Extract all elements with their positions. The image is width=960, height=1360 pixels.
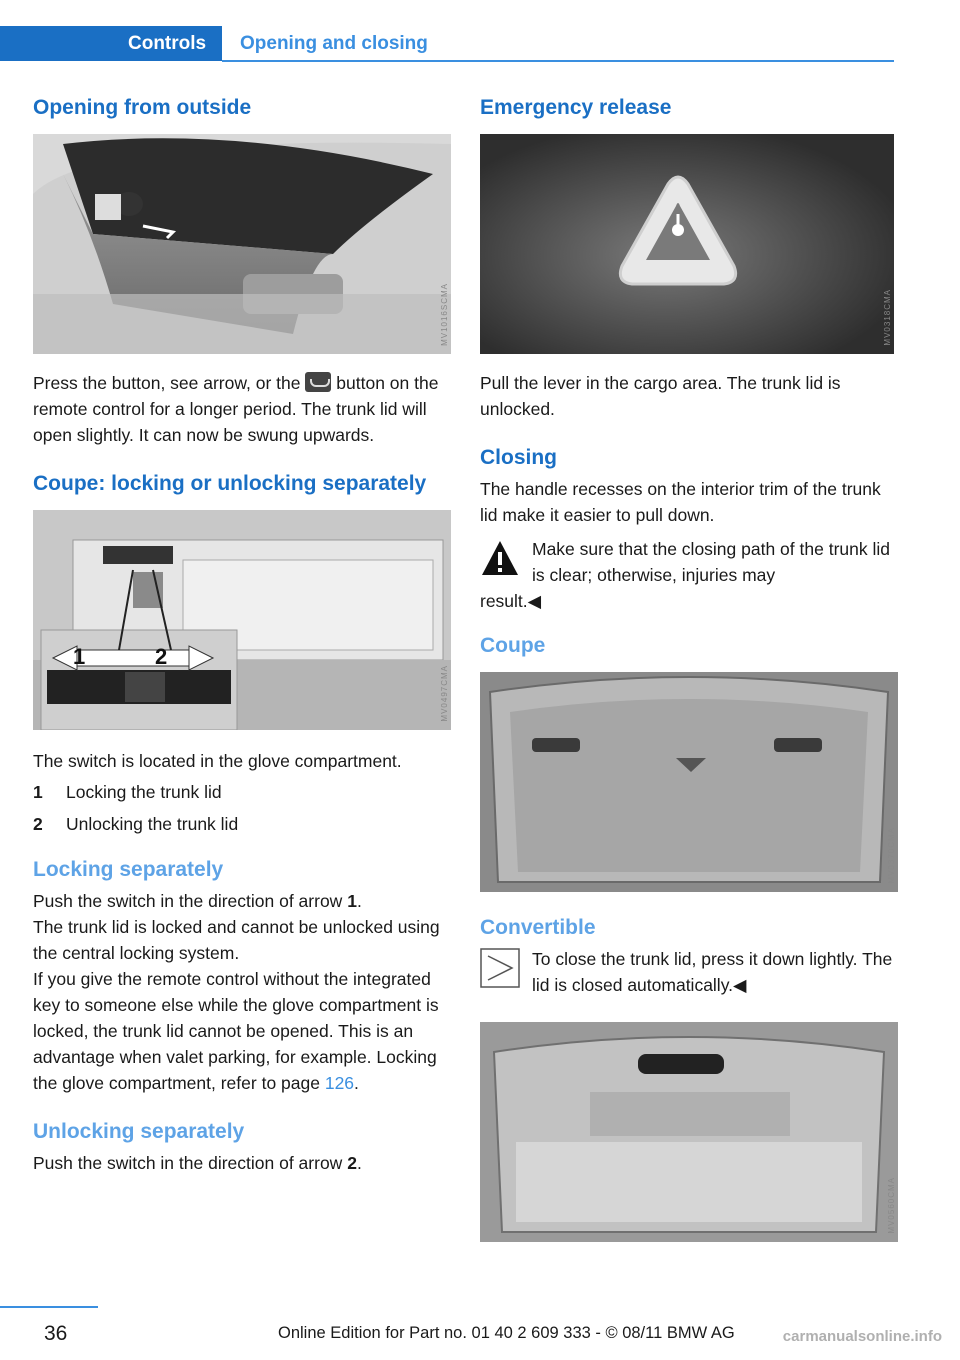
paragraph-emergency: Pull the lever in the cargo area. The trunk lid is unlocked. bbox=[480, 373, 841, 419]
figure-glove-compartment bbox=[33, 510, 451, 730]
heading-opening-from-outside: Opening from outside bbox=[33, 96, 252, 119]
end-mark: ◀ bbox=[527, 591, 542, 611]
paragraph-locking-c bbox=[33, 966, 451, 1096]
trunk-key-icon bbox=[305, 372, 331, 392]
paragraph-opening-outside bbox=[33, 370, 451, 448]
figure-trunk-exterior bbox=[33, 134, 451, 354]
coupe-trunk-illustration bbox=[480, 672, 898, 892]
figure-label-2: 2 bbox=[155, 644, 168, 669]
figure-code: MV0497CMA bbox=[440, 665, 449, 722]
heading-coupe-locking: Coupe: locking or unlocking separately bbox=[33, 472, 427, 495]
arrow-number: 1 bbox=[347, 891, 357, 911]
warning-note bbox=[480, 536, 898, 614]
figure-convertible-trunk bbox=[480, 1022, 898, 1242]
heading-emergency-release: Emergency release bbox=[480, 96, 672, 119]
paragraph-switch-location: The switch is located in the glove compartment. bbox=[33, 751, 402, 771]
figure-emergency-lever bbox=[480, 134, 894, 354]
convertible-note-text: To close the trunk lid, press it down lightly. The lid is closed automatically. bbox=[532, 949, 893, 995]
figure-coupe-trunk bbox=[480, 672, 898, 892]
convertible-note bbox=[480, 946, 898, 998]
page-number: 36 bbox=[44, 1322, 68, 1345]
paragraph-closing: The handle recesses on the interior trim of the trunk lid make it easier to pull down. bbox=[480, 479, 881, 525]
figure-label-1: 1 bbox=[73, 644, 86, 669]
text-end: . bbox=[356, 891, 362, 911]
right-column bbox=[480, 90, 898, 1242]
paragraph-locking-b: The trunk lid is locked and cannot be unlocked using the central locking system. bbox=[33, 917, 440, 963]
figure-code: MV1016SCMA bbox=[440, 283, 449, 346]
list-item-number: 2 bbox=[33, 814, 43, 834]
emergency-lever-illustration bbox=[480, 134, 894, 354]
switch-list bbox=[33, 776, 451, 840]
heading-convertible: Convertible bbox=[480, 916, 596, 939]
list-item-text: Unlocking the trunk lid bbox=[66, 814, 239, 834]
text-unlocking: Push the switch in the direction of arrow bbox=[33, 1153, 343, 1173]
warning-text-end: result. bbox=[480, 591, 528, 611]
text-opening-b: button on the remote control for a longer period. The trunk lid will open slightly. It can now be swung upwards. bbox=[33, 373, 439, 445]
warning-icon bbox=[480, 538, 520, 578]
text-opening-a: Press the button, see arrow, or the bbox=[33, 373, 301, 393]
trunk-exterior-illustration bbox=[33, 134, 451, 354]
heading-coupe: Coupe bbox=[480, 634, 546, 657]
list-item bbox=[33, 776, 451, 808]
text-end: . bbox=[356, 1153, 362, 1173]
paragraph-locking-a bbox=[33, 888, 451, 914]
heading-unlocking-separately: Unlocking separately bbox=[33, 1120, 245, 1143]
heading-closing: Closing bbox=[480, 446, 557, 469]
footer-divider bbox=[0, 1306, 98, 1308]
convertible-trunk-illustration bbox=[480, 1022, 898, 1242]
paragraph-unlocking bbox=[33, 1150, 451, 1176]
text-locking-c: If you give the remote control without the integrated key to someone else while the glove compartment is locked, the trunk lid cannot be opened. This is an advantage when valet parking, for example. Locking the glove compartment, refer to page bbox=[33, 969, 439, 1093]
figure-code: MV0560CMA bbox=[887, 1177, 896, 1234]
heading-locking-separately: Locking separately bbox=[33, 858, 224, 881]
list-item-text: Locking the trunk lid bbox=[66, 782, 222, 802]
figure-code: MV0370CMA bbox=[887, 827, 896, 884]
text-locking-a: Push the switch in the direction of arrow bbox=[33, 891, 343, 911]
text-end: . bbox=[354, 1073, 359, 1093]
footer-edition-text: Online Edition for Part no. 01 40 2 609 333 - © 08/11 BMW AG bbox=[278, 1324, 735, 1342]
left-column bbox=[33, 90, 451, 1176]
note-arrow-icon bbox=[480, 948, 520, 988]
end-mark: ◀ bbox=[733, 975, 747, 995]
page-reference-link[interactable]: 126 bbox=[324, 1073, 355, 1093]
list-item bbox=[33, 808, 451, 840]
warning-text: Make sure that the closing path of the trunk lid is clear; otherwise, injuries may bbox=[532, 539, 890, 585]
list-item-number: 1 bbox=[33, 782, 43, 802]
watermark-text: carmanualsonline.info bbox=[782, 1328, 942, 1345]
header-tab-controls: Controls bbox=[0, 26, 222, 61]
header-divider bbox=[222, 60, 894, 62]
figure-code: MV0318CMA bbox=[883, 289, 892, 346]
header-section-title: Opening and closing bbox=[240, 33, 428, 54]
glove-compartment-illustration bbox=[33, 510, 451, 730]
arrow-number: 2 bbox=[347, 1153, 357, 1173]
